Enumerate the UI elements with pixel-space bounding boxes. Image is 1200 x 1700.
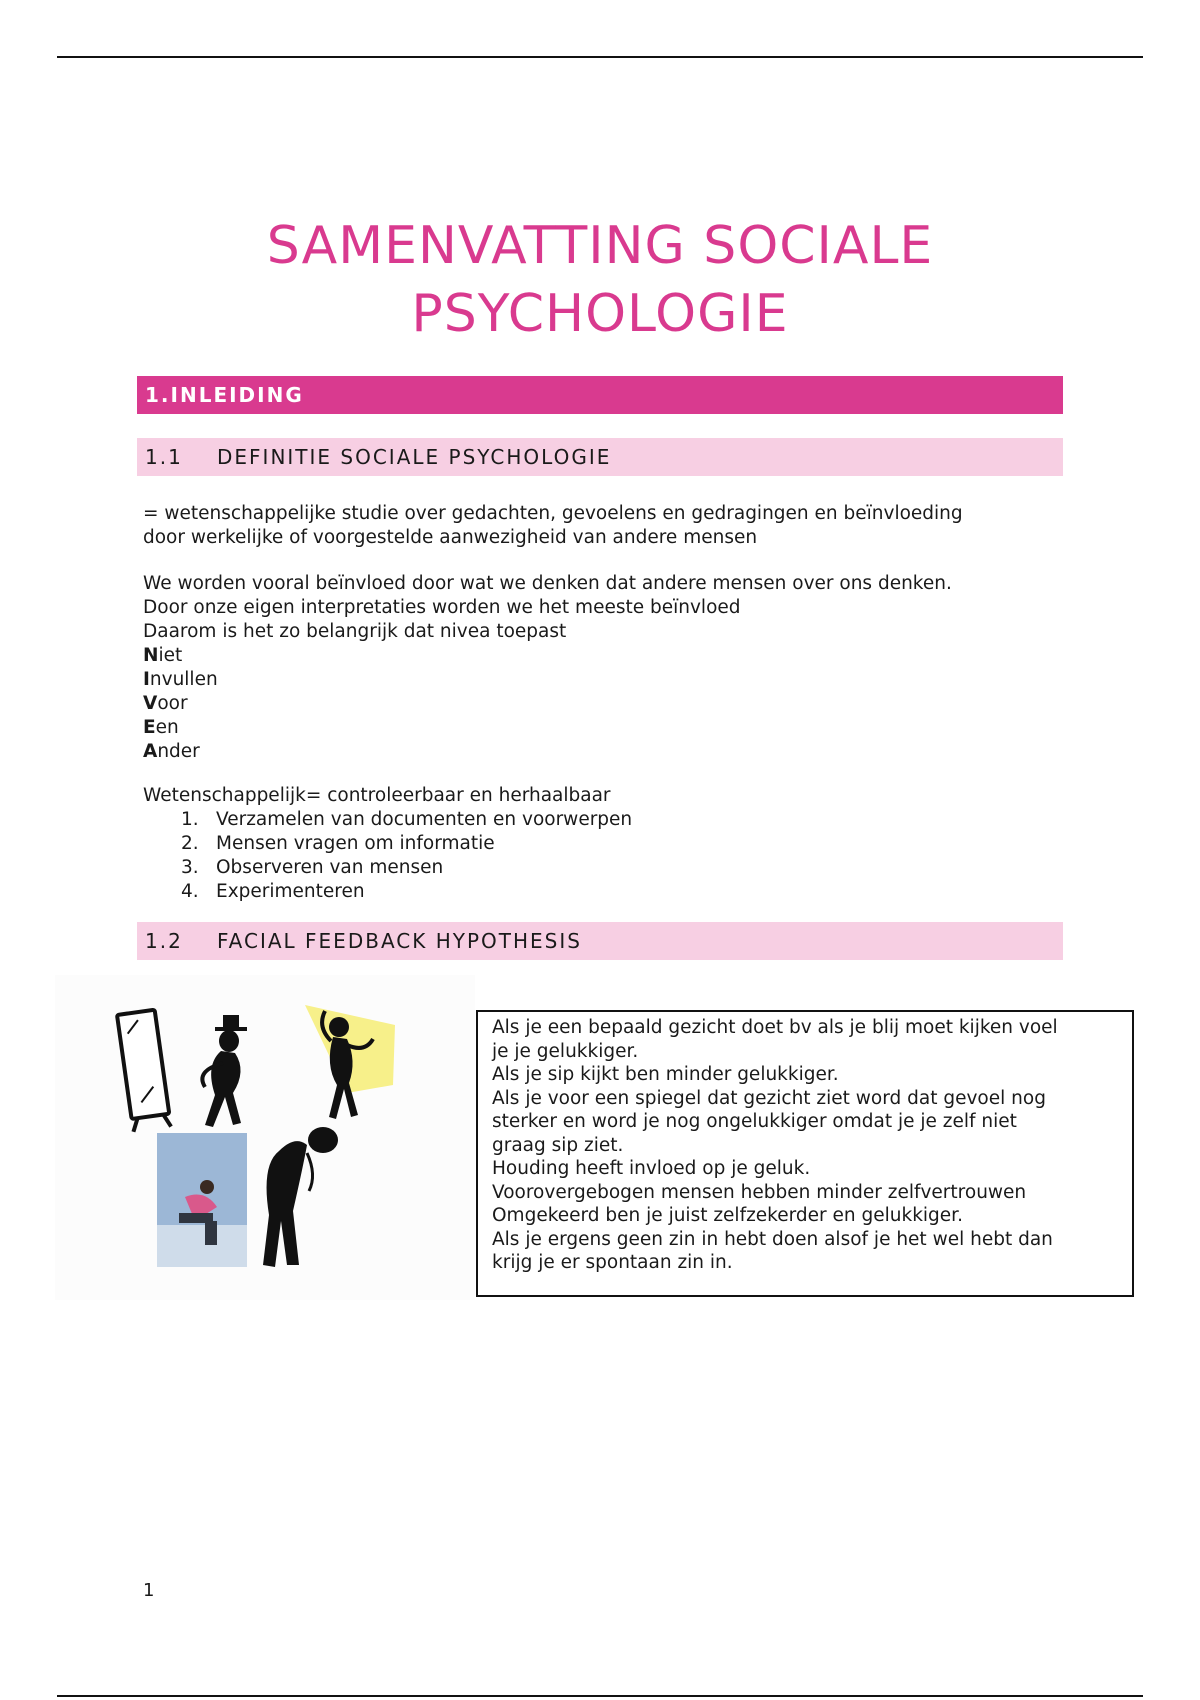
methods-block — [143, 784, 1063, 904]
sad-person-photo-icon — [157, 1133, 247, 1267]
acronym-rest: nvullen — [149, 669, 218, 690]
acronym-rest: iet — [158, 645, 183, 666]
acronym-initial: E — [143, 717, 156, 738]
paragraph-line: Daarom is het zo belangrijk dat nivea toepast — [143, 621, 567, 642]
list-number: 4. — [181, 881, 199, 902]
page-number: 1 — [143, 1580, 155, 1601]
scientific-definition: Wetenschappelijk= controleerbaar en herhaalbaar — [143, 785, 611, 806]
bent-over-figure-icon — [263, 1127, 338, 1267]
title-line-1: SAMENVATTING SOCIALE — [266, 216, 934, 276]
acronym-rest: oor — [157, 693, 188, 714]
definition-line: door werkelijke of voorgestelde aanwezigheid van andere mensen — [143, 527, 758, 548]
heading-1-2 — [137, 922, 1063, 960]
spotlight-figure-icon — [305, 1005, 395, 1119]
paragraph-line: Door onze eigen interpretaties worden we het meeste beïnvloed — [143, 597, 741, 618]
list-number: 1. — [181, 809, 199, 830]
definition-paragraph — [143, 502, 1063, 550]
box-line: Voorovergebogen mensen hebben minder zelfvertrouwen — [492, 1181, 1027, 1203]
heading-1-2-text: FACIAL FEEDBACK HYPOTHESIS — [217, 929, 582, 953]
box-line: krijg je er spontaan zin in. — [492, 1252, 733, 1273]
list-item — [143, 880, 1063, 904]
acronym-initial: V — [143, 693, 158, 714]
acronym-initial: A — [143, 741, 158, 762]
figure-hat-icon — [202, 1015, 247, 1127]
box-line: Als je ergens geen zin in hebt doen alsof je het wel hebt dan — [492, 1228, 1053, 1250]
figures-illustration — [55, 975, 475, 1300]
acronym-rest: en — [155, 717, 179, 738]
facial-feedback-textbox — [476, 1010, 1134, 1297]
list-item — [143, 808, 1063, 832]
influence-paragraph — [143, 572, 1063, 764]
box-line: Houding heeft invloed op je geluk. — [492, 1158, 811, 1179]
box-line: je je gelukkiger. — [492, 1040, 639, 1062]
methods-list — [143, 808, 1063, 904]
box-line: Als je voor een spiegel dat gezicht ziet word dat gevoel nog — [492, 1087, 1046, 1109]
footer-rule — [57, 1695, 1143, 1697]
acronym-initial: N — [143, 645, 159, 666]
definition-line: = wetenschappelijke studie over gedachten, gevoelens en gedragingen en beïnvloeding — [143, 503, 963, 524]
heading-1-1 — [137, 438, 1063, 476]
heading-1-1-number: 1.1 — [145, 445, 183, 469]
list-text: Observeren van mensen — [216, 857, 444, 878]
acronym-line — [143, 668, 1063, 692]
heading-1-inleiding: 1.INLEIDING — [137, 376, 1063, 414]
acronym-line — [143, 692, 1063, 716]
header-rule — [57, 56, 1143, 58]
box-line: Omgekeerd ben je juist zelfzekerder en gelukkiger. — [492, 1205, 963, 1226]
acronym-line — [143, 740, 1063, 764]
list-text: Experimenteren — [216, 881, 365, 902]
document-title — [0, 212, 1200, 348]
box-line: sterker en word je nog ongelukkiger omdat je je zelf niet — [492, 1111, 1017, 1132]
heading-1-2-number: 1.2 — [145, 929, 183, 953]
box-line: Als je sip kijkt ben minder gelukkiger. — [492, 1064, 839, 1085]
list-text: Mensen vragen om informatie — [216, 833, 495, 854]
illustration-clipart — [55, 975, 475, 1300]
acronym-line — [143, 644, 1063, 668]
list-item — [143, 832, 1063, 856]
acronym-rest: nder — [157, 741, 200, 762]
box-line: Als je een bepaald gezicht doet bv als je blij moet kijken voel — [492, 1017, 1058, 1038]
acronym-initial: I — [143, 669, 150, 690]
list-item — [143, 856, 1063, 880]
title-line-2: PSYCHOLOGIE — [411, 284, 789, 344]
acronym-line — [143, 716, 1063, 740]
heading-1-1-text: DEFINITIE SOCIALE PSYCHOLOGIE — [217, 445, 612, 469]
box-line: graag sip ziet. — [492, 1134, 624, 1156]
list-text: Verzamelen van documenten en voorwerpen — [216, 809, 633, 830]
list-number: 3. — [181, 857, 199, 878]
list-number: 2. — [181, 833, 199, 854]
paragraph-line: We worden vooral beïnvloed door wat we denken dat andere mensen over ons denken. — [143, 573, 952, 594]
mirror-icon — [117, 1010, 171, 1132]
